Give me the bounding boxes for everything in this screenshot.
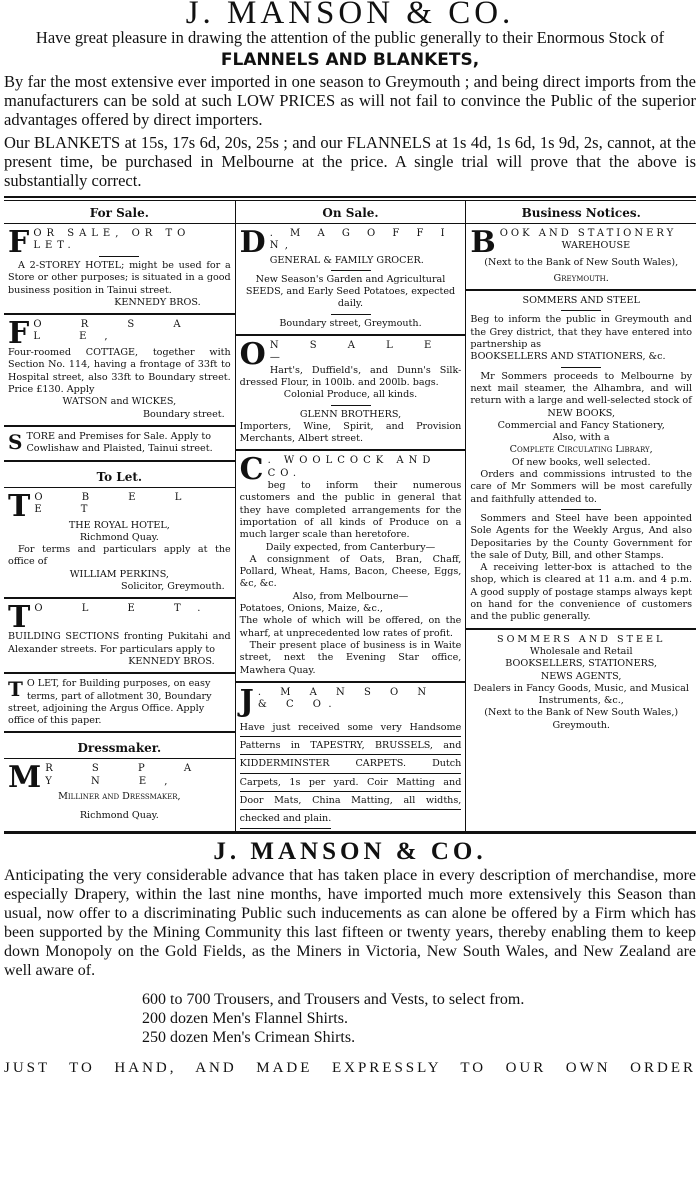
page-title: J. MANSON & CO. xyxy=(185,0,515,31)
drop-cap: B xyxy=(470,225,496,260)
drop-cap: T xyxy=(8,600,31,636)
ad-title: O L E T. xyxy=(34,603,219,615)
ad-title: . WOOLCOCK AND CO. xyxy=(267,455,436,479)
ad-line: Of new books, well selected. xyxy=(511,456,651,468)
ad-manson-carpets xyxy=(236,683,466,831)
column-heading: Business Notices. xyxy=(466,201,696,224)
divider xyxy=(4,196,696,198)
ad-line: Patterns in TAPESTRY, BRUSSELS, and xyxy=(240,737,462,755)
drop-cap: S xyxy=(8,429,23,454)
intro-text: Have great pleasure in drawing the attention of the public generally to their Enormous Stock of xyxy=(35,28,665,47)
ad-body: Orders and commissions intrusted to the care of Mr Sommers will be most carefully and faithfully attended to. xyxy=(470,469,693,505)
ad-body: Hart's, Duffield's, and Dunn's Silk-dressed Flour, in 100lb. and 200lb. bags. xyxy=(239,364,462,388)
ad-place: Richmond Quay. xyxy=(79,809,159,821)
ad-name: SOMMERS AND STEEL xyxy=(497,633,666,645)
ad-line: Their present place of business is in Waite street, next the Evening Star office, Mawhera Quay. xyxy=(239,639,462,676)
ad-sommers-booksellers xyxy=(466,634,696,736)
ad-book-warehouse xyxy=(466,225,696,291)
ad-signature: GLENN BROTHERS, xyxy=(299,408,402,420)
ad-line: Wholesale and Retail xyxy=(529,645,633,657)
ad-body: beg to inform their numerous customers and the public in general that they have completed arrangements for the importation of all kinds of Produce on a much larger scale than heretofore. xyxy=(239,480,462,541)
ad-title: OOK AND STATIONERY xyxy=(499,228,677,239)
ad-magoffin-grocer xyxy=(236,225,466,336)
ad-body: Beg to inform the public in Greymouth and the Grey district, that they have entered into partnership as xyxy=(470,314,693,351)
drop-cap: D xyxy=(239,225,266,260)
ad-body: BUILDING SECTIONS fronting Pukitahi and Alexander streets. For particulars apply to xyxy=(8,631,231,655)
ad-body: Mr Sommers proceeds to Melbourne by next mail steamer, the Alhambra, and will return with a large and well-selected stock of xyxy=(470,370,693,407)
ad-location: (Next to the Bank of New South Wales), xyxy=(484,256,679,268)
ad-body: TORE and Premises for Sale. Apply to Cowlishaw and Plaisted, Tainui street. xyxy=(26,430,213,455)
ad-title: O B E L E T xyxy=(34,491,200,515)
divider xyxy=(4,831,696,834)
footer-title: J. MANSON & CO. xyxy=(213,838,487,865)
column-business-notices xyxy=(465,201,696,831)
ad-columns xyxy=(4,200,696,831)
ad-body: For terms and particulars apply at the office of xyxy=(8,544,231,568)
ad-title: . M A G O F F I N, xyxy=(269,228,452,252)
ad-line: Commercial and Fancy Stationery, xyxy=(497,419,665,431)
ad-line: NEWS AGENTS, xyxy=(540,670,622,682)
ad-title-2: WAREHOUSE xyxy=(561,240,631,252)
column-heading: For Sale. xyxy=(4,201,235,224)
ad-line: Also, from Melbourne— xyxy=(292,590,409,602)
ad-woolcock xyxy=(236,452,466,682)
ad-title: N S A L E— xyxy=(269,340,446,364)
ad-title: R S P A Y N E, xyxy=(45,763,210,787)
section-heading-to-let: To Let. xyxy=(4,466,235,488)
ad-line: Dealers in Fancy Goods, Music, and Musical Instruments, &c., xyxy=(473,682,689,707)
ad-town: Greymouth. xyxy=(553,272,609,284)
ad-body: A 2-STOREY HOTEL; might be used for a Store or other purposes; is situated in a good business position in Tainui street. xyxy=(8,260,231,296)
section-heading-dressmaker: Dressmaker. xyxy=(4,737,235,759)
drop-cap: F xyxy=(8,316,30,352)
ad-royal-hotel-to-let xyxy=(4,488,235,600)
intro-paragraph-2: Our BLANKETS at 15s, 17s 6d, 20s, 25s ; and our FLANNELS at 1s 4d, 1s 6d, 1s 9d, 2s, cannot, at the present time, be purchased in Melbourne at the price. A single trial will prove that the above is substantially correct. xyxy=(4,133,696,190)
ad-body: O LET, for Building purposes, on easy terms, part of allotment 30, Boundary street, adjoining the Argus Office. Apply office of this paper. xyxy=(8,678,212,727)
column-heading: On Sale. xyxy=(236,201,466,224)
ad-line: Have just received some very Handsome xyxy=(240,719,462,737)
column-on-sale xyxy=(235,201,466,831)
ad-line: A consignment of Oats, Bran, Chaff, Pollard, Wheat, Hams, Bacon, Cheese, Eggs, &c, &c. xyxy=(239,553,462,590)
ad-body: A receiving letter-box is attached to the shop, which is cleared at 11 a.m. and 4 p.m. A good supply of postage stamps always kept on hand for the convenience of customers and the public generally. xyxy=(470,562,693,623)
ad-signature: WATSON and WICKES, xyxy=(62,396,177,408)
ad-dressmaker xyxy=(4,760,235,826)
drop-cap: M xyxy=(8,760,42,796)
ad-signature-body: Importers, Wine, Spirit, and Provision Merchants, Albert street. xyxy=(239,420,462,445)
ad-line: Carpets, 1s per yard. Coir Matting and xyxy=(240,774,462,792)
ad-name: SOMMERS AND STEEL xyxy=(522,295,640,307)
drop-cap: T xyxy=(8,677,23,702)
ad-title: O R S A L E, xyxy=(33,319,199,343)
footer-item: 250 dozen Men's Crimean Shirts. xyxy=(142,1029,356,1046)
ad-hotel-for-sale xyxy=(4,225,235,315)
ad-body: Four-roomed COTTAGE, together with Section No. 114, having a frontage of 33ft to Hospital street, also 33ft to Boundary street. Price £130. Apply xyxy=(8,347,231,396)
ad-line: Daily expected, from Canterbury— xyxy=(265,541,436,553)
footer-closing: JUST TO HAND, AND MADE EXPRESSLY TO OUR OWN ORDER xyxy=(4,1060,696,1076)
ad-signature: WILLIAM PERKINS, xyxy=(69,568,169,580)
ad-allotment-to-let xyxy=(4,678,235,733)
ad-signature: KENNEDY BROS. xyxy=(128,655,215,667)
footer-items xyxy=(142,990,696,1047)
ad-line: NEW BOOKS, xyxy=(547,407,616,419)
ad-building-sections-to-let xyxy=(4,600,235,674)
ad-sommers-partnership xyxy=(466,295,696,629)
ad-line: The whole of which will be offered, on the wharf, at unprecedented low rates of profit. xyxy=(239,615,462,639)
ad-signature: KENNEDY BROS. xyxy=(114,296,201,308)
ad-line: Colonial Produce, all kinds. xyxy=(283,389,418,401)
footer-item: 600 to 700 Trousers, and Trousers and Vests, to select from. xyxy=(142,991,525,1008)
ad-place: Richmond Quay. xyxy=(79,531,159,543)
ad-title: OR SALE, OR TO LET. xyxy=(33,228,191,252)
ad-title: . M A N S O N & C O. xyxy=(257,686,435,711)
ad-body: BOOKSELLERS AND STATIONERS, &c. xyxy=(470,351,666,363)
ad-flour-on-sale xyxy=(236,337,466,451)
ad-line: checked and plain. xyxy=(240,810,332,828)
ad-line: Also, with a xyxy=(552,432,610,444)
footer-paragraph: Anticipating the very considerable advance that has taken place in every description of merchandise, more especially Drapery, within the last nine months, have imported much more extensively this Season than usual, now offer to a discriminating Public such inducements as can alone be offered by a Firm which has been supported by the Mining Community this last fifteen or twenty years, thereby enabling them to keep down Monopoly on the Gold Fields, as the Miners in Victoria, New South Wales, and New Zealand are well aware of. xyxy=(4,867,696,979)
ad-body: Sommers and Steel have been appointed Sole Agents for the Weekly Argus, And also Depositaries by the County Government for the sale of Duty, Bill, and other Stamps. xyxy=(470,512,693,561)
drop-cap: O xyxy=(239,337,266,373)
ad-signature-title: Solicitor, Greymouth. xyxy=(121,581,225,593)
ad-body: New Season's Garden and Agricultural SEEDS, and Early Seed Potatoes, expected daily. xyxy=(245,273,456,310)
ad-hotel-name: THE ROYAL HOTEL, xyxy=(68,519,170,531)
ad-line: Greymouth. xyxy=(552,719,610,731)
ad-subtitle: GENERAL & FAMILY GROCER. xyxy=(269,254,424,266)
footer-item: 200 dozen Men's Flannel Shirts. xyxy=(142,1010,348,1027)
ad-address: Boundary street, Greymouth. xyxy=(279,317,422,329)
ad-address: Boundary street. xyxy=(142,408,225,420)
ad-line: (Next to the Bank of New South Wales,) xyxy=(484,707,679,719)
ad-cottage-for-sale xyxy=(4,316,235,427)
ad-store-for-sale xyxy=(4,431,235,462)
ad-line: KIDDERMINSTER CARPETS. Dutch xyxy=(240,755,462,773)
ad-line: Door Mats, China Matting, all widths, xyxy=(240,792,462,810)
drop-cap: T xyxy=(8,488,31,524)
ad-line: Potatoes, Onions, Maize, &c., xyxy=(239,603,383,615)
drop-cap: J xyxy=(239,683,254,719)
ad-line: Complete Circulating Library, xyxy=(509,444,653,456)
drop-cap: C xyxy=(239,452,264,488)
product-heading: FLANNELS AND BLANKETS, xyxy=(220,50,480,70)
drop-cap: F xyxy=(8,225,30,260)
ad-line: BOOKSELLERS, STATIONERS, xyxy=(505,658,658,670)
ad-line: Milliner and Dressmaker, xyxy=(58,791,181,803)
column-for-sale xyxy=(4,201,235,831)
intro-paragraph-1: By far the most extensive ever imported in one season to Greymouth ; and being direct imports from the manufacturers can be sold at such LOW PRICES as will not fail to convince the Public of the superior advantages offered by direct importers. xyxy=(4,72,696,129)
